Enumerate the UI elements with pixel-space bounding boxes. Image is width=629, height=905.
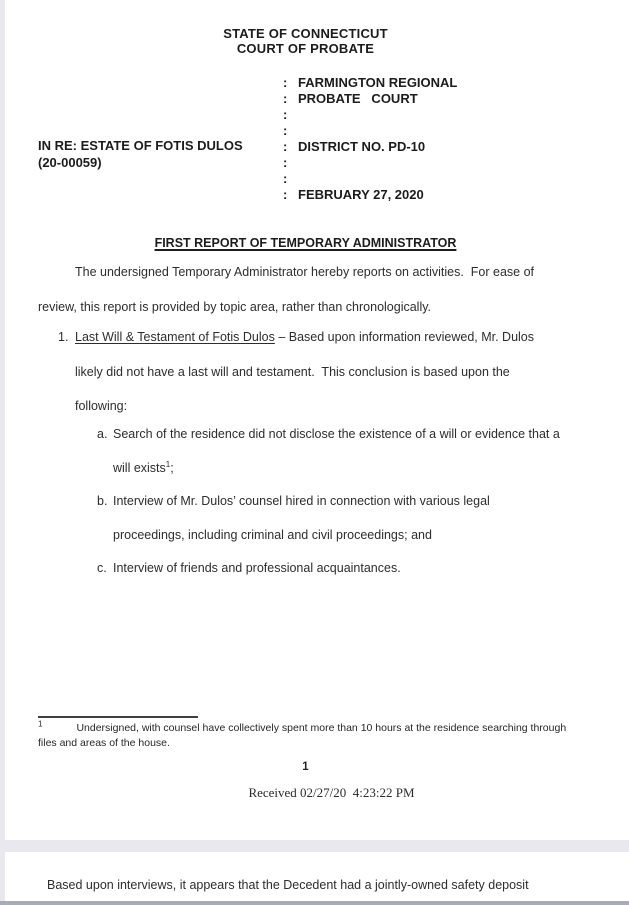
list-item-1-line3: following: (75, 399, 128, 413)
sub-item-c (97, 552, 573, 586)
received-stamp: Received 02/27/20 4:23:22 PM (248, 785, 415, 800)
intro-paragraph (38, 255, 578, 325)
court-header-line2: COURT OF PROBATE (236, 41, 375, 56)
list-item-1-heading: Last Will & Testament of Fotis Dulos (75, 330, 275, 344)
intro-line1: The undersigned Temporary Administrator hereby reports on activities. For ease of (75, 265, 535, 279)
sub-item-b-marker: b. (97, 494, 108, 508)
footnote-marker: 1 (38, 719, 43, 729)
caption-court-name-line1: FARMINGTON REGIONAL (298, 75, 458, 90)
sub-list (97, 418, 573, 586)
caption-colon: : (283, 123, 288, 138)
footnote-divider (38, 716, 198, 718)
list-item-1-text (75, 320, 570, 424)
list-item-1-marker: 1. (58, 330, 69, 344)
caption-colon: : (283, 139, 288, 154)
caption-date: FEBRUARY 27, 2020 (298, 187, 424, 202)
sub-item-a-marker: a. (97, 427, 108, 441)
sub-item-a (97, 418, 573, 485)
document-page-1 (5, 0, 629, 840)
caption-row (283, 123, 457, 139)
case-caption-court-column (283, 75, 457, 203)
caption-row (283, 155, 457, 171)
caption-court-name-line2: PROBATE COURT (298, 91, 418, 106)
sub-item-b-line1: Interview of Mr. Dulos’ counsel hired in connection with various legal (113, 494, 490, 508)
caption-row (283, 75, 457, 91)
caption-row (283, 139, 457, 155)
footnote (38, 721, 586, 751)
caption-colon: : (283, 91, 288, 106)
footnote-reference: 1 (165, 459, 171, 469)
report-title: FIRST REPORT OF TEMPORARY ADMINISTRATOR (154, 236, 457, 250)
court-header (38, 26, 573, 56)
sub-item-c-line1: Interview of friends and professional acquaintances. (113, 561, 401, 575)
caption-colon: : (283, 75, 288, 90)
case-caption-party (38, 137, 243, 171)
caption-row (283, 171, 457, 187)
list-item-1-line1: Last Will & Testament of Fotis Dulos – Based upon information reviewed, Mr. Dulos (75, 330, 535, 344)
sub-item-b (97, 485, 573, 552)
caption-district-number: DISTRICT NO. PD-10 (298, 139, 426, 154)
caption-row (283, 91, 457, 107)
caption-colon: : (283, 187, 288, 202)
viewport-bottom-edge (0, 901, 629, 905)
sub-item-c-marker: c. (97, 561, 107, 575)
sub-item-b-line2: proceedings, including criminal and civil proceedings; and (113, 527, 432, 542)
caption-colon: : (283, 171, 288, 186)
list-item-1 (58, 320, 570, 424)
page2-paragraph-line1: Based upon interviews, it appears that the Decedent had a jointly-owned safety deposit (47, 878, 529, 892)
sub-item-a-line2: will exists$^1$; (113, 459, 174, 475)
caption-colon: : (283, 155, 288, 170)
document-page-2 (5, 852, 629, 901)
case-number: (20-00059) (38, 155, 102, 170)
sub-item-a-line1: Search of the residence did not disclose the existence of a will or evidence that a (113, 427, 560, 441)
footnote-line1: $^1$ Undersigned, with counsel have collectively spent more than 10 hours at the residence searching through (38, 719, 567, 734)
caption-colon: : (283, 107, 288, 122)
intro-line2: review, this report is provided by topic area, rather than chronologically. (38, 300, 432, 314)
case-title: IN RE: ESTATE OF FOTIS DULOS (38, 138, 243, 153)
court-header-line1: STATE OF CONNECTICUT (223, 26, 388, 41)
page-number: 1 (302, 761, 309, 773)
footnote-line2: files and areas of the house. (38, 737, 170, 749)
list-item-1-line2: likely did not have a last will and testament. This conclusion is based upon the (75, 364, 510, 379)
caption-row (283, 187, 457, 203)
caption-row (283, 107, 457, 123)
